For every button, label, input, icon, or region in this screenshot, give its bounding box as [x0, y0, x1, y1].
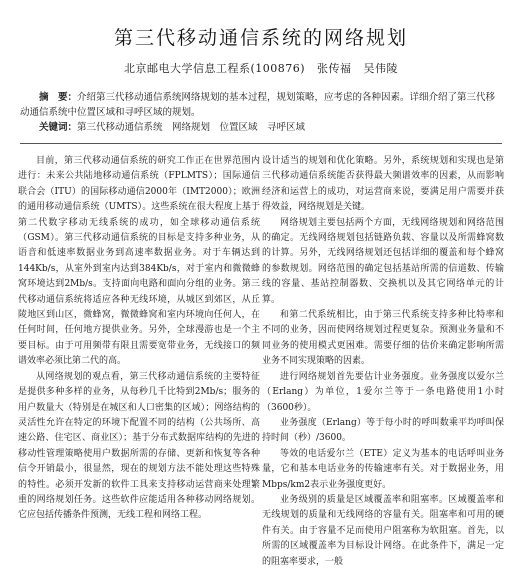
body-paragraph: 业务强度（Erlang）等于每小时的呼叫数乘平均呼叫保持时间（秒）/3600。: [262, 417, 504, 444]
affiliation: 北京邮电大学信息工程系(100876): [123, 62, 306, 75]
keywords-label: 关键词：: [39, 122, 78, 133]
body-paragraph: 等效的电话爱尔兰（ETE）定义为基本的电话呼叫业务量，它和基本电话业务的传输速率有关。对于数据业务，用Mbps/km2表示业务强度更好。: [262, 448, 504, 490]
divider: [20, 143, 502, 144]
left-column: [18, 154, 260, 570]
abstract: [10, 90, 512, 120]
body-paragraph: 和第二代系统相比，由于第三代系统支持多种比特率和不同的业务，因而使网络规划过程更复杂。预测业务量和不同业务的使用模式更困难。需要仔细的估价来确定影响所需业务不同实现策略的因素。: [262, 310, 504, 367]
body-paragraph: 设计适当的规划和优化策略。另外，系统规划和实现也是第三代移动通信系统能否获得最大频谱效率的因素，从而影响经济和运营上的成功，对运营商来说，要满足用户需要并获得效益，网络规划是关键。: [262, 156, 504, 213]
body-paragraph: 从网络规划的观点看，第三代移动通信系统的主要特征是提供多种多样的业务，从每秒几千比特到2Mb/s；服务的用户数量大（特别是在城区和人口密集的区域）；网络结构的灵活性允许在特定的环境下配置不同的结构（公共场所、高速公路、住宅区、商业区）；基于分布式数据库结构的先进的移动性管理策略使用户数据所需的存储、更新和恢复等各种信令开销最小，很显然，现在的规划方法不能处理这些特殊的特性。必须开发新的软件工具来支持移动运营商来处理繁重的网络规划任务。这些软件应能适用各种移动网络规划。它应包括传播条件预测，无线工程和网络工程。: [18, 371, 260, 521]
author-name: 张传福: [317, 62, 352, 75]
paper-title: 第三代移动通信系统的网络规划: [113, 27, 408, 49]
body-paragraph: 业务级别的质量是区域覆盖率和阻塞率。区域覆盖率和无线规划的质量和无线网络的容量有关。阻塞率和可用的硬件有关。由于容量不足而使用户阻塞称为软阻塞。首先，以所需的区域覆盖率为目标设计网络。在此条件下，满足一定的阻塞率要求，一般: [262, 494, 504, 567]
keywords: [10, 120, 512, 135]
abstract-text: 介绍第三代移动通信系统网络规划的基本过程，规划策略，应考虑的各种因素。详细介绍了第三代移动通信系统中位置区域和寻呼区域的规划。: [20, 92, 496, 118]
body-paragraph: 进行网络规划首先要估计业务强度。业务强度以爱尔兰（Erlang）为单位，1爱尔兰等于一条电路使用1小时（3600秒）。: [262, 371, 504, 413]
body-paragraph: 目前，第三代移动通信系统的研究工作正在世界范围内进行：未来公共陆地移动通信系统（FPLMTS）；国际通信联合会（ITU）的国际移动通信2000年（IMT2000）；欧洲的通用移动通信系统（UMTS）。这些系统在很大程度上基于第二代数字移动无线系统的成功，如全球移动通信系统（GSM）。第三代移动通信系统的目标是支持多种业务，从语音和低速率数据业务到高速率数据业务。对于车辆达到144Kb/s，从室外到室内达到384Kb/s，对于室内和微微蜂窝环境达到2Mb/s。支持面向电路和面向分组的业务。第三代移动通信系统将适应各种无线环境，从城区到郊区，从丘陵地区到山区，微蜂窝，微微蜂窝和室内环境向任何人，在任何时间，任何地方提供业务。另外，全球漫游也是一个主要目标。由于可用频带有限且需要宽带业务，无线接口的频谱效率必须比第二代的高。: [18, 156, 260, 367]
author-line: [10, 62, 512, 76]
body-columns: [10, 154, 512, 570]
right-column: [262, 154, 504, 570]
abstract-label: 摘 要：: [39, 92, 78, 103]
keywords-text: 第三代移动通信系统 网络规划 位置区域 寻呼区域: [77, 122, 306, 133]
body-paragraph: 网络规划主要包括两个方面，无线网络规划和网络范围的确定。无线网络规划包括链路负载、容量以及所需蜂窝数的计算。另外，无线网络规划还包括详细的覆盖和每个蜂窝的参数规划。网络范围的确定包括基站所需的信道数、传输线的容量、基站控制器数、交换机以及其它网络单元的计算。: [262, 217, 504, 305]
author-name: 吴伟陵: [363, 62, 399, 75]
